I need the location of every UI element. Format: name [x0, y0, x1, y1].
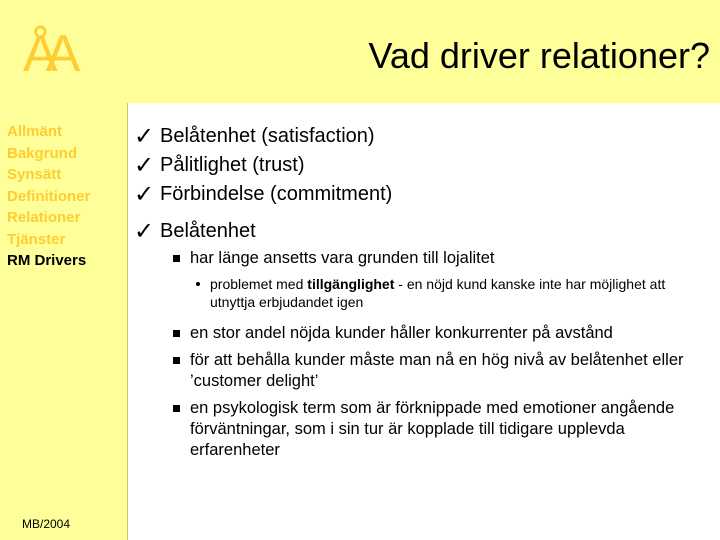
sub-item-text-before: problemet med	[210, 276, 308, 292]
page-title: Vad driver relationer?	[368, 35, 710, 76]
nav-list	[7, 121, 90, 272]
square-bullet-icon	[173, 330, 180, 337]
nav-item-tjanster[interactable]: Tjänster	[7, 230, 66, 248]
list-item	[171, 248, 709, 269]
section-heading-label: Belåtenhet	[160, 220, 256, 242]
check-item-label: Förbindelse (commitment)	[160, 183, 393, 205]
sub-item-text-after: - en nöjd kund kanske inte har möjlighet att utnyttja erbjudandet igen	[210, 276, 666, 310]
nav-item-relationer[interactable]: Relationer	[7, 209, 81, 226]
checkmark-icon: ✓	[134, 217, 155, 245]
nav-item-definitioner[interactable]: Definitioner	[7, 187, 91, 205]
checkmark-icon: ✓	[134, 122, 155, 150]
check-item	[134, 180, 709, 209]
list-item	[171, 323, 709, 344]
check-item	[134, 122, 709, 151]
footer-note: MB/2004	[22, 517, 71, 531]
checkmark-icon: ✓	[134, 180, 155, 208]
list-item	[171, 398, 709, 461]
section-heading	[134, 217, 709, 246]
sub-item-text-bold: tillgänglighet	[307, 276, 395, 292]
sidebar	[0, 0, 128, 540]
logo: ÅA	[23, 25, 69, 83]
square-bullet-icon	[173, 405, 180, 412]
slide-content	[134, 122, 709, 461]
square-bullet-icon	[173, 255, 180, 262]
sub-list-item	[192, 275, 709, 311]
nav-item-allmant[interactable]: Allmänt	[7, 123, 63, 140]
title-bar	[127, 0, 720, 103]
check-item-label: Belåtenhet (satisfaction)	[160, 125, 375, 147]
checkmark-icon: ✓	[134, 151, 155, 179]
check-item-label: Pålitlighet (trust)	[160, 154, 305, 176]
nav-item-bakgrund[interactable]: Bakgrund	[7, 144, 78, 162]
list-item-text: har länge ansetts vara grunden till lojalitet	[190, 249, 495, 267]
list-item-text: för att behålla kunder måste man nå en hög nivå av belåtenhet eller ’customer delight’	[190, 351, 684, 390]
list-item-text: en stor andel nöjda kunder håller konkurrenter på avstånd	[190, 324, 613, 342]
list-item	[171, 350, 709, 392]
square-bullet-icon	[173, 357, 180, 364]
nav-item-rm-drivers[interactable]: RM Drivers	[7, 252, 87, 269]
list-item-text: en psykologisk term som är förknippade med emotioner angående förväntningar, som i sin tur är kopplade till tidigare upplevda erfarenheter	[190, 399, 675, 459]
nav-item-synsatt[interactable]: Synsätt	[7, 166, 62, 183]
dot-bullet-icon	[196, 282, 200, 286]
check-item	[134, 151, 709, 180]
